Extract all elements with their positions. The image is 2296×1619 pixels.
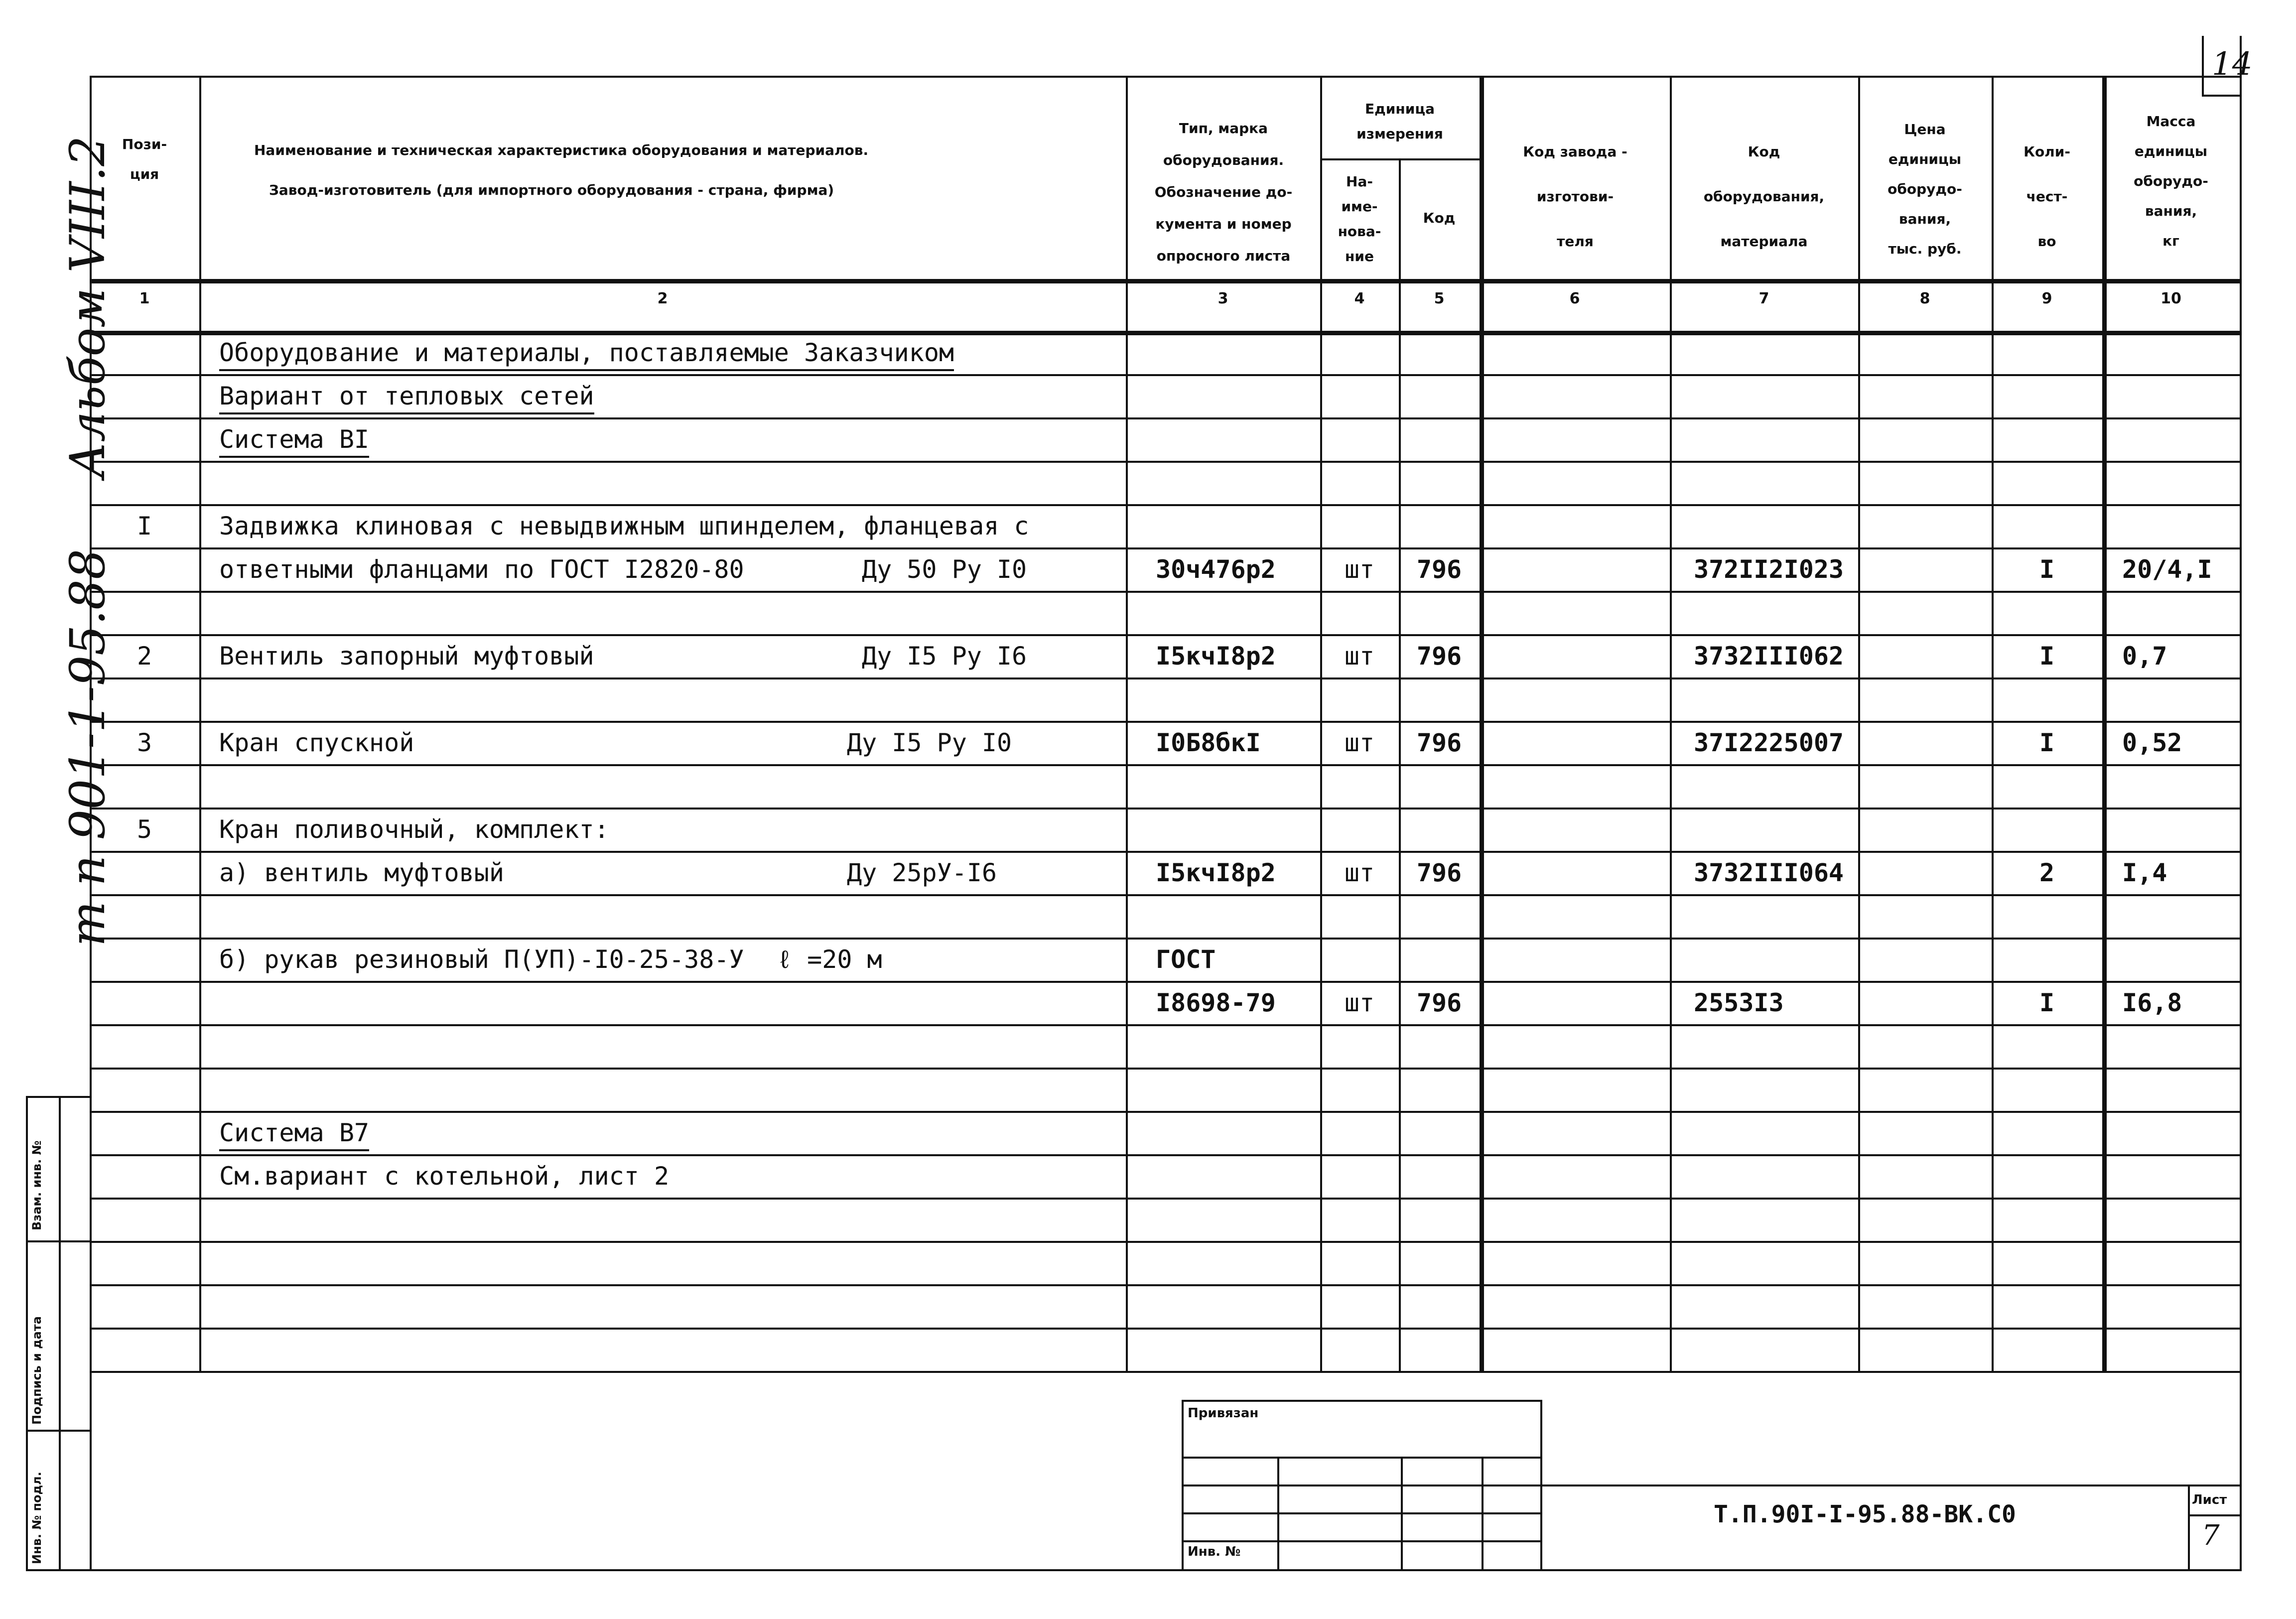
row-qty: I xyxy=(2039,728,2055,757)
row-name: См.вариант с котельной, лист 2 xyxy=(219,1162,670,1191)
stamp-row1 xyxy=(1182,1457,1540,1459)
row-name: Кран поливочный, комплект: xyxy=(219,815,609,844)
row-pos: 5 xyxy=(136,815,152,844)
hdr-equipment-code: Код оборудования, материала xyxy=(1703,143,1825,250)
row-line xyxy=(90,677,2242,679)
hdr-unit-code: Код xyxy=(1423,210,1456,226)
colnum-2: 2 xyxy=(657,290,668,307)
colnum-6: 6 xyxy=(1569,290,1580,307)
stamp-privyazan: Привязан xyxy=(1188,1406,1259,1421)
row-name xyxy=(219,424,369,454)
hdr-unit-name: На- име- нова- ние xyxy=(1338,173,1381,265)
row-line xyxy=(90,417,2242,419)
row-code: 372II2I023 xyxy=(1694,555,1844,584)
hdr-type: Тип, марка оборудования. Обозначение до- кумента и номер опросного листа xyxy=(1154,120,1293,264)
row-unit-code: 796 xyxy=(1416,555,1462,584)
underlined-heading: Вариант от тепловых сетей xyxy=(219,382,594,414)
row-line xyxy=(90,591,2242,593)
row-unit: шт xyxy=(1344,642,1375,671)
row-qty: I xyxy=(2039,555,2055,584)
stamp-inv-no: Инв. № xyxy=(1188,1544,1241,1559)
row-line xyxy=(90,1111,2242,1113)
row-code: 2553I3 xyxy=(1694,988,1784,1017)
col-line-9 xyxy=(2102,76,2107,1371)
colnum-5: 5 xyxy=(1434,290,1445,307)
row-line xyxy=(90,1154,2242,1156)
stamp-v1 xyxy=(1277,1457,1279,1569)
binding-strip-left xyxy=(26,1096,28,1569)
stamp-inv-podl: Инв. № подл. xyxy=(30,1472,44,1564)
row-name: Вентиль запорный муфтовый xyxy=(219,642,594,671)
colnum-8: 8 xyxy=(1919,290,1930,307)
row-unit: шт xyxy=(1344,728,1375,757)
row-line xyxy=(90,1068,2242,1070)
row-pos: I xyxy=(136,512,152,540)
row-unit-code: 796 xyxy=(1416,858,1462,887)
row-unit: шт xyxy=(1344,988,1375,1017)
row-line xyxy=(90,1284,2242,1286)
row-name: б) рукав резиновый П(УП)-I0-25-38-У xyxy=(219,945,744,974)
row-dn: Ду 50 Ру I0 xyxy=(862,555,1027,584)
row-type: I5кчI8р2 xyxy=(1156,858,1276,887)
row-type: I0Б8бкI xyxy=(1156,728,1261,757)
project-label: т п 901-1-95.88 xyxy=(60,549,116,946)
row-line xyxy=(90,1371,2242,1373)
row-type: I5кчI8р2 xyxy=(1156,642,1276,671)
row-mass: 0,7 xyxy=(2122,642,2167,671)
row-line xyxy=(90,938,2242,940)
row-name xyxy=(219,338,954,368)
binding-strip-top xyxy=(26,1096,90,1098)
list-box-mid xyxy=(2188,1514,2240,1516)
underlined-heading: Оборудование и материалы, поставляемые Заказчиком xyxy=(219,338,954,371)
hdr-unit: Единица измерения xyxy=(1356,101,1443,142)
row-line xyxy=(90,1198,2242,1200)
row-code: 3732III062 xyxy=(1694,642,1844,671)
row-pos: 3 xyxy=(136,728,152,757)
row-name: а) вентиль муфтовый xyxy=(219,858,504,887)
row-mass: I6,8 xyxy=(2122,988,2182,1017)
row-name: ответными фланцами по ГОСТ I2820-80 xyxy=(219,555,744,584)
row-line xyxy=(90,461,2242,463)
header-unit-divider xyxy=(1320,158,1480,160)
header-bottom xyxy=(90,279,2242,283)
hdr-position: Пози- ция xyxy=(122,136,167,182)
row-qty: I xyxy=(2039,988,2055,1017)
row-type: I8698-79 xyxy=(1156,988,1276,1017)
hdr-price: Цена единицы оборудо- вания, тыс. руб. xyxy=(1888,121,1962,257)
row-name xyxy=(219,381,594,411)
corner-box-bottom xyxy=(2202,95,2242,97)
col-line-8 xyxy=(1992,76,1994,1371)
row-unit: шт xyxy=(1344,858,1375,887)
row-name xyxy=(219,1118,369,1148)
frame-bottom xyxy=(26,1569,2242,1571)
row-line xyxy=(90,1024,2242,1026)
row-unit-code: 796 xyxy=(1416,728,1462,757)
row-dn: ℓ =20 м xyxy=(777,945,882,974)
row-line xyxy=(90,1241,2242,1243)
row-line xyxy=(90,808,2242,810)
col-line-3 xyxy=(1320,76,1322,1371)
row-dn: Ду I5 Ру I0 xyxy=(847,728,1012,757)
colnum-9: 9 xyxy=(2041,290,2052,307)
row-line xyxy=(90,374,2242,376)
list-box-left xyxy=(2188,1484,2190,1569)
binding-strip-div2 xyxy=(26,1430,90,1432)
hdr-name: Наименование и техническая характеристика оборудования и материалов. Завод-изготовитель (для импортного оборудования - страна, фирма) xyxy=(254,142,869,198)
row-line xyxy=(90,504,2242,506)
stamp-top xyxy=(1182,1400,1540,1402)
document-designation: Т.П.90I-I-95.88-ВК.С0 xyxy=(1714,1500,2016,1528)
binding-strip-div1 xyxy=(26,1240,90,1242)
binding-strip-inner xyxy=(59,1096,61,1569)
col-line-1 xyxy=(199,76,201,1371)
underlined-heading: Система BI xyxy=(219,425,369,458)
row-mass: 0,52 xyxy=(2122,728,2182,757)
col-line-7 xyxy=(1858,76,1860,1371)
corner-box-left xyxy=(2202,36,2204,96)
stamp-vzam-inv: Взам. инв. № xyxy=(30,1140,44,1230)
row-unit-code: 796 xyxy=(1416,642,1462,671)
hdr-quantity: Коли- чест- во xyxy=(2024,143,2070,250)
stamp-row3 xyxy=(1182,1512,1540,1514)
sheet-corner-number: 14 xyxy=(2212,46,2253,83)
stamp-podpis-data: Подпись и дата xyxy=(30,1316,44,1425)
row-type: 30ч476р2 xyxy=(1156,555,1276,584)
row-unit-code: 796 xyxy=(1416,988,1462,1017)
row-line xyxy=(90,764,2242,766)
row-name: Кран спускной xyxy=(219,728,414,757)
row-unit: шт xyxy=(1344,555,1375,584)
row-line xyxy=(90,894,2242,896)
underlined-heading: Система B7 xyxy=(219,1118,369,1151)
row-dn: Ду 25рУ-I6 xyxy=(847,858,997,887)
hdr-factory-code: Код завода - изготови- теля xyxy=(1523,143,1627,250)
row-pos: 2 xyxy=(136,642,152,671)
frame-top xyxy=(90,76,2242,78)
row-mass: 20/4,I xyxy=(2122,555,2212,584)
colnum-3: 3 xyxy=(1217,290,1228,307)
row-name: Задвижка клиновая с невыдвижным шпинделем, фланцевая с xyxy=(219,512,1029,540)
row-line xyxy=(90,851,2242,853)
stamp-v2 xyxy=(1401,1457,1403,1569)
row-code: 3732III064 xyxy=(1694,858,1844,887)
stamp-row4 xyxy=(1182,1540,1540,1542)
row-qty: I xyxy=(2039,642,2055,671)
stamp-v3 xyxy=(1482,1457,1484,1569)
colnum-7: 7 xyxy=(1758,290,1769,307)
frame-right xyxy=(2240,36,2242,1569)
row-line xyxy=(90,547,2242,549)
col-line-5 xyxy=(1480,76,1484,1371)
row-mass: I,4 xyxy=(2122,858,2167,887)
colnum-1: 1 xyxy=(139,290,150,307)
row-dn: Ду I5 Ру I6 xyxy=(862,642,1027,671)
colnum-bottom xyxy=(90,331,2242,335)
stamp-row2 xyxy=(1182,1484,2240,1486)
row-type: ГОСТ xyxy=(1156,945,1216,974)
row-code: 37I2225007 xyxy=(1694,728,1844,757)
colnum-10: 10 xyxy=(2161,290,2181,307)
colnum-4: 4 xyxy=(1354,290,1365,307)
hdr-mass: Масса единицы оборудо- вания, кг xyxy=(2134,113,2208,249)
row-qty: 2 xyxy=(2039,858,2055,887)
row-line xyxy=(90,981,2242,983)
col-line-6 xyxy=(1670,76,1672,1371)
row-line xyxy=(90,634,2242,636)
list-number: 7 xyxy=(2202,1519,2220,1552)
row-line xyxy=(90,1328,2242,1330)
album-label: Альбом VIII.2 xyxy=(60,135,116,478)
row-line xyxy=(90,721,2242,723)
list-label: Лист xyxy=(2192,1492,2227,1507)
